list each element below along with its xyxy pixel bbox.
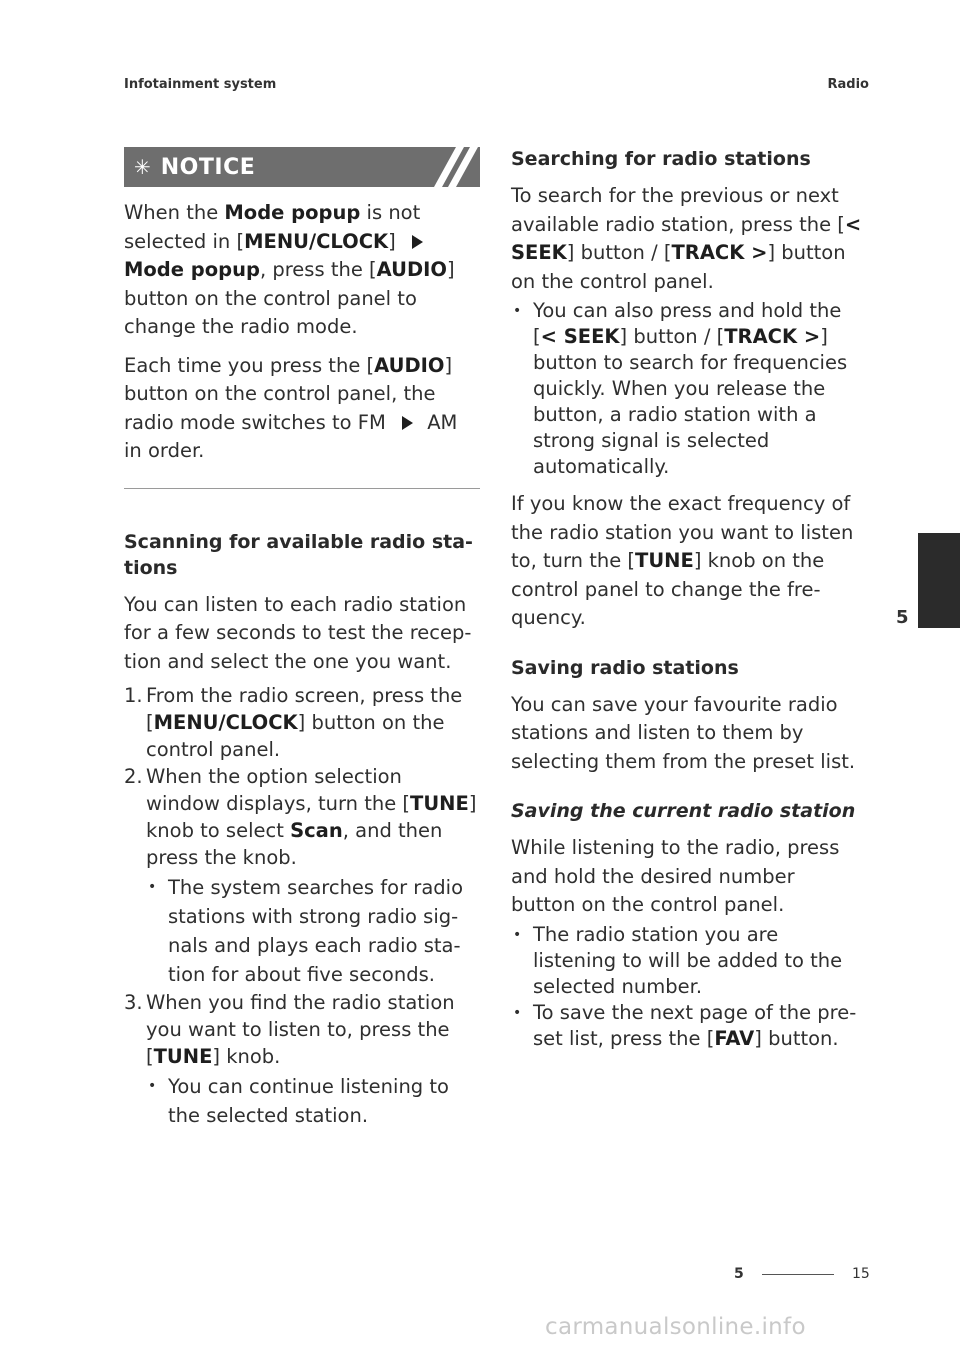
- saving-bullet: • To save the next page of the pre-set list, press the [FAV] button.: [511, 1000, 863, 1052]
- header-chapter-title: Radio: [827, 77, 869, 92]
- watermark: carmanualsonline.info: [545, 1314, 806, 1340]
- searching-bullets: [511, 298, 863, 480]
- left-column: [124, 147, 480, 1130]
- scanning-steps: [124, 682, 480, 1130]
- footer-chapter-number: 5: [734, 1266, 744, 1282]
- saving-subheading: Saving the current radio station: [511, 800, 856, 822]
- asterisk-icon: ✳: [134, 155, 151, 179]
- chapter-side-number: 5: [896, 607, 909, 628]
- scanning-intro: You can listen to each radio station for a few seconds to test the recep-tion and select the one you want.: [124, 592, 472, 673]
- notice-paragraph-2: Each time you press the [AUDIO] button on the control panel, the radio mode switches to FM AM in order.: [124, 353, 458, 462]
- saving-heading: Saving radio stations: [511, 656, 739, 679]
- step-item: 3. When you find the radio station you want to listen to, press the [TUNE] knob. • You can continue listening to the selected station.: [124, 989, 480, 1130]
- searching-heading: Searching for radio stations: [511, 148, 811, 170]
- arrow-right-icon: [412, 235, 423, 249]
- saving-paragraph: While listening to the radio, press and hold the desired number button on the control panel.: [511, 836, 840, 916]
- header-section-title: Infotainment system: [124, 77, 277, 92]
- saving-bullet: • The radio station you are listening to will be added to the selected number.: [511, 922, 863, 1000]
- step-bullet: • The system searches for radio stations with strong radio sig-nals and plays each radio sta-tion for about five seconds.: [146, 873, 480, 989]
- notice-title: NOTICE: [160, 154, 256, 180]
- footer-divider: [762, 1274, 834, 1275]
- saving-bullets: [511, 922, 863, 1052]
- searching-paragraph-2: If you know the exact frequency of the radio station you want to listen to, turn the [TUNE] knob on the control panel to change the fre-quency.: [511, 492, 854, 629]
- step-bullet: • You can continue listening to the selected station.: [146, 1072, 480, 1130]
- stripes-decoration-icon: [420, 147, 480, 187]
- scanning-heading: Scanning for available radio sta-tions: [124, 530, 473, 579]
- saving-intro: You can save your favourite radio stations and listen to them by selecting them from the preset list.: [511, 692, 856, 773]
- step-item: 1. From the radio screen, press the [MENU/CLOCK] button on the control panel.: [124, 684, 463, 761]
- notice-paragraph-1: When the Mode popup is not selected in [MENU/CLOCK] Mode popup, press the [AUDIO] button on the control panel to change the radio mode.: [124, 201, 455, 338]
- searching-bullet: • You can also press and hold the [< SEEK] button / [TRACK >] button to search for frequencies quickly. When you release the button, a radio station with a strong signal is selected automatically.: [511, 298, 863, 480]
- notice-divider: [124, 488, 480, 489]
- arrow-right-icon: [402, 416, 413, 430]
- step-item: 2. When the option selection window displays, turn the [TUNE] knob to select Scan, and then press the knob. • The system searches for radio stations with strong radio sig-nals and plays each radio sta-tion for about five seconds.: [124, 763, 480, 989]
- chapter-side-tab: [918, 533, 960, 628]
- searching-paragraph-1: To search for the previous or next available radio station, press the [< SEEK] button / [TRACK >] button on the control panel.: [511, 184, 862, 293]
- right-column: [511, 146, 863, 1052]
- footer-page-number: 15: [852, 1266, 870, 1282]
- notice-banner: [124, 147, 480, 187]
